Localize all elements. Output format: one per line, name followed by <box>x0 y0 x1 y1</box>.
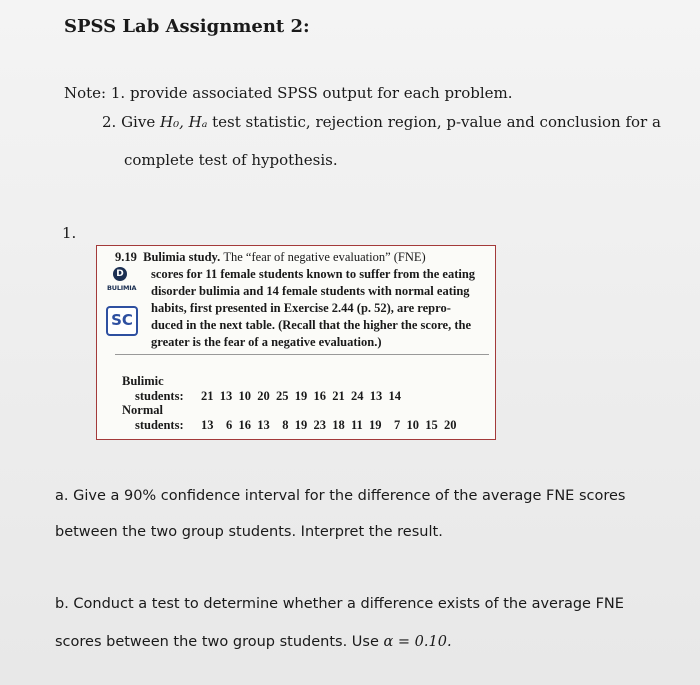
problem-number: 1. <box>62 224 77 242</box>
assignment-title: SPSS Lab Assignment 2: <box>64 16 310 37</box>
note-line-2-prefix: 2. Give <box>102 113 160 131</box>
exercise-line-5: duced in the next table. (Recall that the higher the score, the <box>151 318 471 332</box>
note-line-2-suffix: test statistic, rejection region, p-value and conclusion for a <box>207 113 661 131</box>
exercise-line-6: greater is the fear of a negative evaluation.) <box>151 335 382 349</box>
normal-scores: 13 6 16 13 8 19 23 18 11 19 7 10 15 20 <box>201 418 457 432</box>
normal-students-label: students: <box>135 418 184 432</box>
statcrunch-icon <box>106 306 138 336</box>
question-b-line-1: b. Conduct a test to determine whether a difference exists of the average FNE <box>55 596 624 612</box>
bulimic-group-label: Bulimic <box>122 374 164 388</box>
note-line-2 <box>102 113 661 131</box>
hypotheses-symbols: H₀, Hₐ <box>159 113 208 131</box>
bulimic-scores: 21 13 10 20 25 19 16 21 24 13 14 <box>201 389 401 403</box>
normal-group-label: Normal <box>122 403 163 417</box>
exercise-line-4: habits, first presented in Exercise 2.44 (p. 52), are repro- <box>151 301 451 315</box>
exercise-line-3: disorder bulimia and 14 female students with normal eating <box>151 284 470 298</box>
question-b-line-2-text: scores between the two group students. Use <box>55 634 384 650</box>
question-a-line-1: a. Give a 90% confidence interval for the difference of the average FNE scores <box>55 488 626 504</box>
bulimic-students-label: students: <box>135 389 184 403</box>
exercise-title: Bulimia study. <box>143 250 221 264</box>
exercise-line-1: The “fear of negative evaluation” (FNE) <box>223 250 426 264</box>
question-a-line-2: between the two group students. Interpret the result. <box>55 524 443 540</box>
note-line-3: complete test of hypothesis. <box>124 151 338 169</box>
data-set-icon: D <box>113 267 127 281</box>
alpha-level: α = 0.10. <box>383 634 452 650</box>
exercise-number: 9.19 <box>115 250 137 264</box>
bulimia-dataset-tag: BULIMIA <box>107 284 137 292</box>
table-divider <box>115 354 489 355</box>
question-b-line-2 <box>55 634 452 650</box>
statcrunch-label: SC <box>108 308 136 334</box>
textbook-exercise-box <box>96 245 496 440</box>
exercise-heading <box>115 250 426 265</box>
exercise-line-2: scores for 11 female students known to suffer from the eating <box>151 267 476 281</box>
note-line-1: Note: 1. provide associated SPSS output for each problem. <box>64 84 513 102</box>
